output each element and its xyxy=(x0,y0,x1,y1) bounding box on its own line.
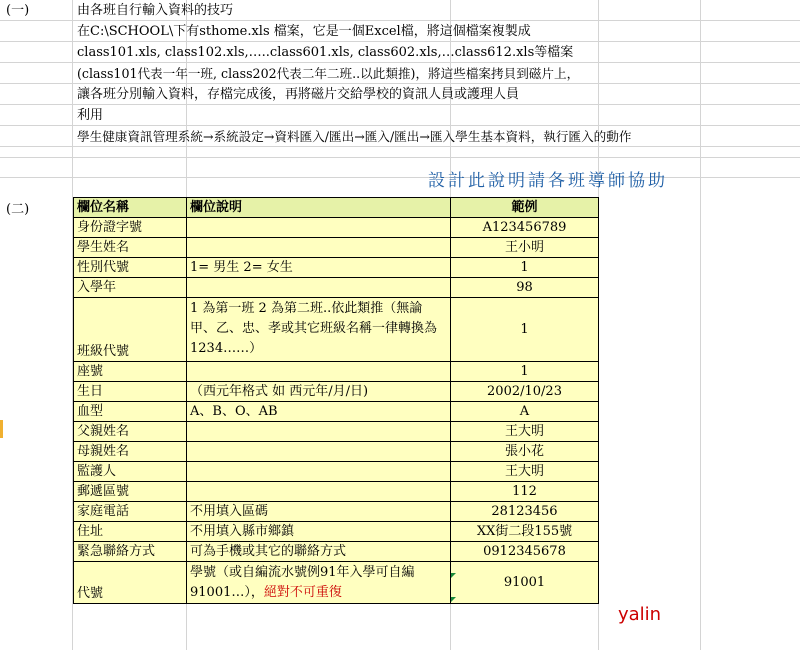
table-row xyxy=(74,462,599,482)
table-row xyxy=(74,442,599,462)
table-row xyxy=(74,382,599,402)
comment-indicator-icon[interactable] xyxy=(451,573,456,578)
field-name-cell[interactable]: 代號 xyxy=(74,562,187,604)
instruction-line[interactable]: 學生健康資訊管理系統→系統設定→資料匯入/匯出→匯入/匯出→匯入學生基本資料，執行匯入的動作 xyxy=(77,129,632,144)
field-desc-cell[interactable]: 不用填入縣市鄉鎮 xyxy=(187,522,451,542)
header-field-name[interactable]: 欄位名稱 xyxy=(74,198,187,218)
table-row xyxy=(74,238,599,258)
field-desc-cell[interactable] xyxy=(187,278,451,298)
field-name-cell[interactable]: 郵遞區號 xyxy=(74,482,187,502)
table-row xyxy=(74,422,599,442)
field-desc-cell[interactable]: 1 為第一班 2 為第二班..依此類推（無論甲、乙、忠、孝或其它班級名稱一律轉換為1234……） xyxy=(187,298,451,362)
table-row xyxy=(74,402,599,422)
field-name-cell[interactable]: 血型 xyxy=(74,402,187,422)
header-example[interactable]: 範例 xyxy=(451,198,599,218)
table-row xyxy=(74,482,599,502)
table-row xyxy=(74,542,599,562)
field-desc-cell[interactable] xyxy=(187,238,451,258)
table-row xyxy=(74,362,599,382)
table-row xyxy=(74,502,599,522)
field-desc-cell[interactable] xyxy=(187,362,451,382)
field-name-cell[interactable]: 監護人 xyxy=(74,462,187,482)
field-desc-cell[interactable] xyxy=(187,462,451,482)
table-row xyxy=(74,278,599,298)
example-cell[interactable]: 1 xyxy=(451,298,599,362)
example-cell[interactable]: A xyxy=(451,402,599,422)
field-name-cell[interactable]: 座號 xyxy=(74,362,187,382)
field-desc-cell[interactable] xyxy=(187,218,451,238)
section-1-label: (一) xyxy=(6,3,30,18)
field-name-cell[interactable]: 父親姓名 xyxy=(74,422,187,442)
table-row xyxy=(74,218,599,238)
field-spec-table xyxy=(73,197,599,604)
field-desc-cell[interactable]: A、B、O、AB xyxy=(187,402,451,422)
field-name-cell[interactable]: 學生姓名 xyxy=(74,238,187,258)
field-desc-cell[interactable]: 不用填入區碼 xyxy=(187,502,451,522)
table-row xyxy=(74,522,599,542)
field-desc-text: 學號（或自編流水號例91年入學可自編91001…）， xyxy=(190,565,415,600)
section-2-label: (二) xyxy=(6,202,30,217)
example-cell[interactable]: 112 xyxy=(451,482,599,502)
example-cell[interactable]: 張小花 xyxy=(451,442,599,462)
table-row xyxy=(74,562,599,604)
field-desc-cell[interactable]: （西元年格式 如 西元年/月/日) xyxy=(187,382,451,402)
field-name-cell[interactable]: 緊急聯絡方式 xyxy=(74,542,187,562)
table-header-row xyxy=(74,198,599,218)
example-cell[interactable]: 2002/10/23 xyxy=(451,382,599,402)
field-name-cell[interactable]: 母親姓名 xyxy=(74,442,187,462)
instruction-line[interactable]: class101.xls, class102.xls,…..class601.xls, class602.xls,…class612.xls等檔案 xyxy=(77,45,574,60)
example-cell[interactable]: 王大明 xyxy=(451,462,599,482)
active-row-marker xyxy=(0,420,3,438)
example-cell[interactable]: XX街二段155號 xyxy=(451,522,599,542)
field-desc-cell[interactable] xyxy=(187,422,451,442)
field-desc-cell[interactable] xyxy=(187,442,451,462)
example-cell[interactable]: 1 xyxy=(451,362,599,382)
example-cell[interactable]: 0912345678 xyxy=(451,542,599,562)
example-cell[interactable]: 1 xyxy=(451,258,599,278)
field-name-cell[interactable]: 性別代號 xyxy=(74,258,187,278)
instruction-line[interactable]: 由各班自行輸入資料的技巧 xyxy=(77,3,234,18)
warning-text: 絕對不可重復 xyxy=(263,585,342,600)
field-desc-cell[interactable]: 可為手機或其它的聯絡方式 xyxy=(187,542,451,562)
instruction-line[interactable]: 利用 xyxy=(77,108,104,123)
example-cell[interactable]: 98 xyxy=(451,278,599,298)
field-name-cell[interactable]: 家庭電話 xyxy=(74,502,187,522)
field-name-cell[interactable]: 生日 xyxy=(74,382,187,402)
banner-note: 設計此說明請各班導師協助 xyxy=(428,171,668,191)
field-name-cell[interactable]: 住址 xyxy=(74,522,187,542)
example-cell[interactable]: A123456789 xyxy=(451,218,599,238)
example-cell[interactable]: 91001 xyxy=(451,562,599,604)
signature: yalin xyxy=(618,604,662,625)
field-desc-cell[interactable]: 1= 男生 2= 女生 xyxy=(187,258,451,278)
instruction-line[interactable]: 在C:\SCHOOL\下有sthome.xls 檔案，它是一個Excel檔，將這個檔案複製成 xyxy=(77,24,531,39)
header-field-desc[interactable]: 欄位說明 xyxy=(187,198,451,218)
table-row xyxy=(74,298,599,362)
table-row xyxy=(74,258,599,278)
field-name-cell[interactable]: 班級代號 xyxy=(74,298,187,362)
example-cell[interactable]: 王小明 xyxy=(451,238,599,258)
field-name-cell[interactable]: 身份證字號 xyxy=(74,218,187,238)
field-desc-cell[interactable] xyxy=(187,482,451,502)
field-name-cell[interactable]: 入學年 xyxy=(74,278,187,298)
instruction-line[interactable]: 讓各班分別輸入資料，存檔完成後，再將磁片交給學校的資訊人員或護理人員 xyxy=(77,87,520,102)
example-cell[interactable]: 28123456 xyxy=(451,502,599,522)
instruction-line[interactable]: (class101代表一年一班, class202代表二年二班..以此類推)，將這些檔案拷貝到磁片上， xyxy=(77,66,580,81)
example-cell[interactable]: 王大明 xyxy=(451,422,599,442)
comment-indicator-icon[interactable] xyxy=(451,597,456,602)
field-desc-cell[interactable] xyxy=(187,562,451,604)
